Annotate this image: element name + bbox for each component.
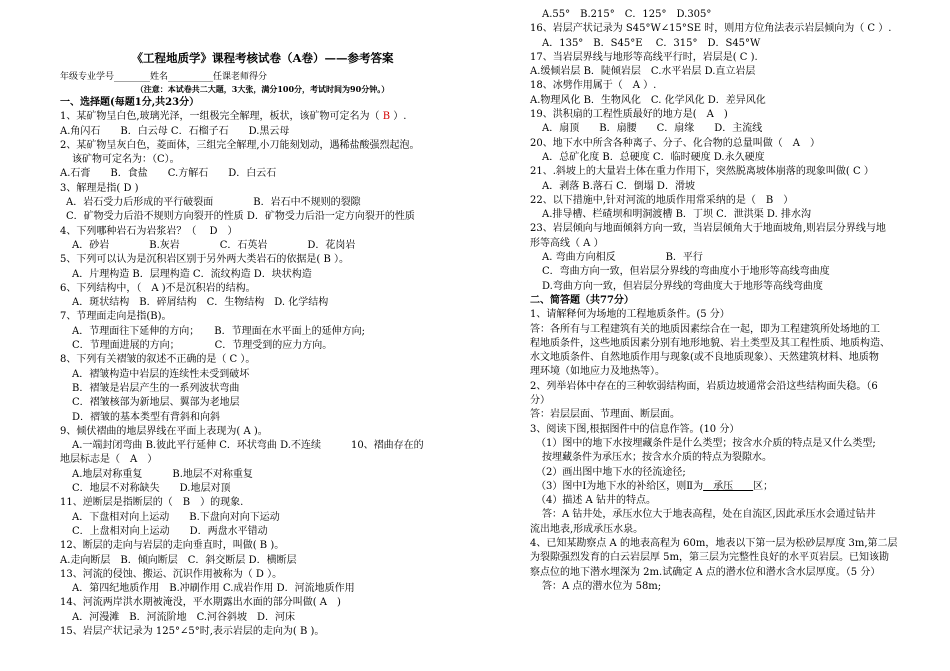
line-text: A.一端封闭弯曲 B.彼此平行延伸 C．环状弯曲 D.不连续 10、褶曲存在的 — [72, 440, 424, 452]
line-text: 水文地质条件、自然地质作用与现象(或不良地质现象）、天然建筑材料、地质物 — [530, 352, 879, 364]
text-line — [530, 580, 930, 594]
text-line — [530, 265, 930, 279]
text-line — [60, 339, 465, 353]
line-text: 为裂隙强烈发育的白云岩层厚 5m，第三层为完整性良好的水平页岩层。已知该勘 — [530, 552, 890, 564]
text-line — [530, 394, 930, 408]
line-text: 1、请解释何为场地的工程地质条件。(5 分） — [530, 309, 730, 321]
line-text: （4）描述 A 钻井的特点。 — [536, 495, 656, 507]
line-text: 7、节理面走向是指(B)。 — [60, 311, 172, 323]
line-text: 分） — [530, 395, 550, 407]
line-text: D．褶皱的基本类型有背斜和向斜 — [72, 411, 221, 423]
text-line — [60, 268, 465, 282]
text-line — [530, 437, 930, 451]
text-line — [60, 325, 465, 339]
line-text: 21、.斜坡上的大量岩土体在重力作用下，突然脱离坡体崩落的现象叫做( C ） — [530, 166, 874, 178]
line-text: 9、倾伏褶曲的地层界线在平面上表现为( A )。 — [60, 425, 268, 437]
text-line — [60, 411, 465, 425]
line-text: A．褶皱构造中岩层的连续性未受到破坏 — [72, 368, 250, 380]
text-line — [530, 94, 930, 108]
line-text: （2）画出图中地下水的径流途径; — [536, 466, 686, 478]
line-text: A．第四纪地质作用 B.冲刷作用 C.成岩作用 D．河流地质作用 — [72, 583, 355, 595]
text-line — [60, 539, 465, 553]
text-line — [60, 182, 465, 196]
text-line — [530, 508, 930, 522]
line-text: A．片理构造 B．层理构造 C．流纹构造 D．块状构造 — [72, 268, 312, 280]
text-line — [530, 323, 930, 337]
line-text: A.地层对称重复 B.地层不对称重复 — [72, 468, 253, 480]
text-line — [530, 308, 930, 322]
line-text: 察点位的地下潜水埋深为 2m.试确定 A 点的潜水位和潜水含水层厚度。（5 分） — [530, 566, 881, 578]
line-text: 12、断层的走向与岩层的走向垂直时，叫做( B )。 — [60, 540, 285, 552]
right-column — [530, 8, 930, 594]
text-line — [60, 582, 465, 596]
text-line — [530, 237, 930, 251]
text-line — [60, 496, 465, 510]
text-line — [60, 196, 465, 210]
text-line — [530, 351, 930, 365]
text-line — [60, 167, 465, 181]
text-line — [60, 282, 465, 296]
text-line — [530, 194, 930, 208]
text-line — [60, 368, 465, 382]
line-text: 17、当岩层界线与地形等高线平行时，岩层是( C ). — [530, 51, 758, 63]
text-line — [530, 122, 930, 136]
line-text: 2、列举岩体中存在的三种软弱结构面，岩质边坡通常会沿这些结构面失稳。（6 — [530, 380, 878, 392]
left-column — [60, 96, 465, 639]
text-line — [530, 222, 930, 236]
text-line — [60, 296, 465, 310]
text-line — [60, 153, 465, 167]
text-line — [60, 511, 465, 525]
text-line — [530, 466, 930, 480]
text-line — [60, 425, 465, 439]
line-text: 1、某矿物呈白色,玻璃光泽，一组极完全解理，板状，该矿物可定名为（ — [60, 111, 380, 123]
line-text: （3）图中Ⅰ为地下水的补给区，则Ⅱ为 — [536, 480, 704, 492]
text-line — [60, 253, 465, 267]
line-text: 二、简答题（共77分） — [530, 294, 634, 306]
line-text: B．褶皱是岩层产生的一系列波状弯曲 — [72, 382, 240, 394]
line-text: 4、下列哪种岩石为岩浆岩？（ D ） — [60, 225, 238, 237]
line-text: 16、岩层产状记录为 S45°W∠15°SE 时，则用方位角法表示岩层倾向为（ C ）. — [530, 23, 892, 35]
line-text: 14、河流两岸洪水期被淹没，平水期露出水面的部分叫做( A ) — [60, 597, 341, 609]
text-line — [530, 451, 930, 465]
line-text: 3、阅读下图,根据图件中的信息作答。(10 分） — [530, 423, 740, 435]
text-line — [530, 151, 930, 165]
line-text: 19、洪积扇的工程性质最好的地方是( A ) — [530, 109, 728, 121]
answer-highlight: B — [379, 111, 394, 123]
line-text: 2、某矿物呈灰白色，菱面体，三组完全解理,小刀能刻划动，遇稀盐酸强烈起泡。 — [60, 139, 420, 151]
text-line — [530, 537, 930, 551]
line-text: 地层标志是（ A ） — [60, 454, 158, 466]
text-line — [530, 480, 930, 494]
line-text-tail: 区； — [753, 480, 774, 492]
line-text: 程地质条件，这些地质因素分别有地形地貌、岩土类型及其工程性质、地质构造、 — [530, 337, 890, 349]
fill-in-answer: 承压 — [703, 480, 754, 492]
student-info-line: 年级专业学号________姓名__________任课老师得分 — [60, 72, 268, 82]
line-text: 答：A 钻井处，承压水位大于地表高程，处在自流区,因此承压水会通过钻井 — [542, 509, 876, 521]
line-text: 11、逆断层是指断层的（ B ）的现象. — [60, 497, 244, 509]
text-line — [60, 625, 465, 639]
line-text: 理环境（如地应力及地热等）。 — [530, 366, 665, 378]
line-text: A.缓倾岩层 B．陡倾岩层 C.水平岩层 D.直立岩层 — [530, 66, 756, 78]
page-title: 《工程地质学》课程考核试卷（A卷）——参考答案 — [131, 51, 394, 65]
line-text: 一、选择题(每题1分,共23分） — [60, 97, 200, 108]
line-text: A.55° B.215° C．125° D.305° — [542, 9, 712, 20]
line-text: A．河漫滩 B．河流阶地 C.河谷斜坡 D．河床 — [72, 611, 296, 623]
line-text: A．斑状结构 B．碎屑结构 C．生物结构 D. 化学结构 — [72, 297, 329, 309]
line-text: A．扇顶 B．扇腰 C．扇缘 D．主流线 — [542, 123, 763, 135]
section-heading — [530, 294, 930, 308]
text-line — [60, 225, 465, 239]
line-text: （1）图中的地下水按埋藏条件是什么类型；按含水介质的特点是又什么类型; — [536, 437, 876, 449]
line-text: C．上盘相对向上运动 D．两盘水平错动 — [72, 525, 268, 537]
line-text: 6、下列结构中，（ A )不是沉积岩的结构。 — [60, 282, 256, 294]
text-line — [60, 139, 465, 153]
line-text: 4、已知某勘察点 A 的地表高程为 60m，地表以下第一层为松砂层厚度 3m,第二层 — [530, 537, 898, 549]
text-line — [60, 110, 465, 124]
text-line — [530, 423, 930, 437]
text-line — [60, 210, 465, 224]
line-text: 20、地下水中所含各种离子、分子、化合物的总量叫做（ A ） — [530, 137, 820, 149]
text-line — [530, 280, 930, 294]
line-text: A. 弯曲方向相反 B．平行 — [542, 252, 703, 264]
line-text: 18、冰劈作用属于（ A ）. — [530, 80, 657, 92]
line-text: 5、下列可以认为是沉积岩区别于另外两大类岩石的依据是( B ）。 — [60, 254, 349, 266]
line-text: A.角闪石 B．白云母 C．石榴子石 D.黑云母 — [60, 125, 290, 137]
line-text: C．地层不对称缺失 D.地层对顶 — [72, 483, 231, 495]
text-line — [530, 208, 930, 222]
text-line — [530, 180, 930, 194]
text-line — [530, 37, 930, 51]
section-heading — [60, 96, 465, 110]
text-line — [530, 108, 930, 122]
line-text: A．岩石受力后形成的平行破裂面 B．岩石中不规则的裂隙 — [66, 197, 361, 209]
line-text: 答：A 点的潜水位为 58m; — [542, 580, 662, 592]
text-line — [60, 568, 465, 582]
line-text: A.排导槽、栏碴坝和明洞渡槽 B．丁坝 C．泄洪渠 D. 排水沟 — [542, 209, 811, 221]
line-text-tail: ）. — [393, 111, 407, 123]
text-line — [530, 551, 930, 565]
text-line — [530, 79, 930, 93]
line-text: D.弯曲方向一致，但岩层分界线的弯曲度大于地形等高线弯曲度 — [542, 280, 823, 292]
text-line — [530, 337, 930, 351]
text-line — [530, 566, 930, 580]
text-line — [60, 453, 465, 467]
line-text: 答：岩层层面、节理面、断层面。 — [530, 409, 680, 421]
exam-note: （注意：本试卷共二大题，3大张，满分100分，考试时间为90分钟。） — [135, 84, 390, 94]
line-text: 该矿物可定名为：（C）。 — [72, 154, 180, 166]
line-text: A.物理风化 B．生物风化 C. 化学风化 D．差异风化 — [530, 94, 766, 106]
line-text: A．135° B．S45°E C．315° D．S45°W — [542, 37, 761, 49]
text-line — [530, 51, 930, 65]
text-line — [530, 22, 930, 36]
line-text: C．弯曲方向一致，但岩层分界线的弯曲度小于地形等高线弯曲度 — [542, 266, 830, 278]
line-text: C．矿物受力后沿不规则方向裂开的性质 D．矿物受力后沿一定方向裂开的性质 — [66, 211, 415, 223]
text-line — [60, 382, 465, 396]
text-line — [60, 611, 465, 625]
text-line — [530, 380, 930, 394]
line-text: A．总矿化度 B．总硬度 C．临时硬度 D.永久硬度 — [542, 151, 765, 163]
text-line — [530, 365, 930, 379]
text-line — [60, 468, 465, 482]
line-text: 15、岩层产状记录为 125°∠5°时,表示岩层的走向为( B )。 — [60, 625, 325, 637]
text-line — [530, 165, 930, 179]
line-text: 8、下列有关褶皱的叙述不正确的是（ C ）。 — [60, 354, 256, 366]
line-text: 流出地表,形成承压水泉。 — [530, 523, 644, 535]
text-line — [60, 353, 465, 367]
line-text: 3、解理是指( D ) — [60, 182, 139, 194]
text-line — [530, 523, 930, 537]
line-text: 13、河流的侵蚀、搬运、沉识作用被称为（ D ）。 — [60, 568, 283, 580]
line-text: A．节理面往下延伸的方向； B．节理面在水平面上的延伸方向; — [72, 325, 365, 337]
line-text: 按埋藏条件为承压水；按含水介质的特点为裂隙水。 — [542, 452, 772, 464]
text-line — [530, 65, 930, 79]
line-text: C．节理面进展的方向； C．节理受到的应力方向。 — [72, 340, 333, 352]
line-text: A．剥落 B.落石 C．倒塌 D．滑坡 — [542, 180, 695, 192]
text-line — [530, 408, 930, 422]
line-text: A.走向断层 B．倾向断层 C．斜交断层 D．横断层 — [60, 554, 297, 566]
text-line — [60, 125, 465, 139]
line-text: 形等高线（ A ） — [530, 237, 604, 249]
line-text: A．砂岩 B.灰岩 C．石英岩 D．花岗岩 — [72, 239, 356, 251]
text-line — [60, 396, 465, 410]
text-line — [530, 251, 930, 265]
line-text: C．褶皱核部为新地层、翼部为老地层 — [72, 397, 240, 409]
text-line — [60, 554, 465, 568]
text-line — [60, 439, 465, 453]
text-line — [60, 310, 465, 324]
text-line — [60, 482, 465, 496]
text-line — [60, 239, 465, 253]
text-line — [60, 596, 465, 610]
text-line — [530, 8, 930, 22]
line-text: A.石膏 B．食盐 C.方解石 D．白云石 — [60, 168, 277, 180]
line-text: A．下盘相对向上运动 B.下盘向对向下运动 — [72, 511, 280, 523]
text-line — [60, 525, 465, 539]
text-line — [530, 137, 930, 151]
text-line — [530, 494, 930, 508]
line-text: 23、岩层倾向与地面倾斜方向一致，当岩层倾角大于地面坡角,则岩层分界线与地 — [530, 223, 886, 235]
line-text: 22、以下措施中,针对河流的地质作用常采纳的是（ B ） — [530, 194, 794, 206]
line-text: 答：各所有与工程建筑有关的地质因素综合在一起，即为工程建筑所处场地的工 — [530, 323, 880, 335]
